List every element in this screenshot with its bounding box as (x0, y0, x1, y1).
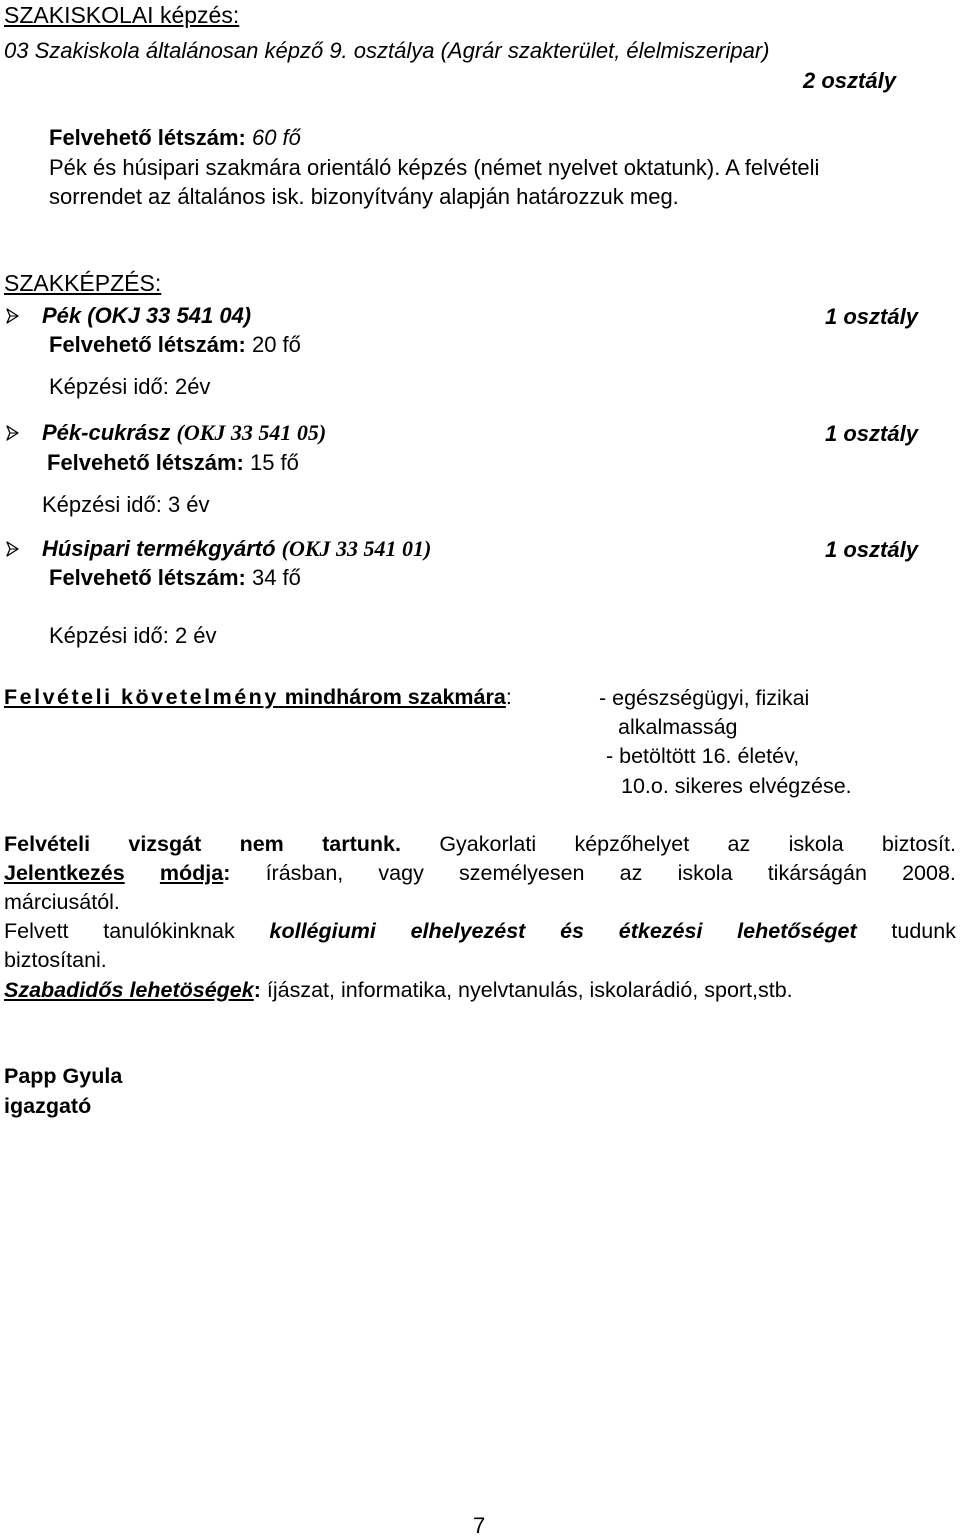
requirement-item: 10.o. sikeres elvégzése. (621, 774, 852, 798)
apply-word: iskola (677, 861, 733, 885)
apply-info-line-2: márciusától. (4, 890, 120, 914)
requirements-colon: : (505, 685, 512, 709)
course-classes: 1 osztály (825, 304, 918, 329)
course-title-line (42, 422, 326, 444)
exam-word: Felvételi (4, 832, 91, 856)
requirements-label-rest: mindhárom szakmára (284, 685, 506, 709)
dorm-word: tanulókinknak (103, 919, 235, 943)
course-name: Húsipari termékgyártó (42, 536, 276, 561)
apply-word: tikárságán (767, 861, 867, 885)
classes-count: 2 osztály (803, 68, 896, 93)
requirement-item: - betöltött 16. életév, (606, 744, 800, 768)
course-name: Pék (OKJ 33 541 04) (42, 303, 252, 328)
exam-word: iskola (788, 832, 844, 856)
requirements-label-spaced: Felvételi követelmény (4, 685, 279, 709)
page-number: 7 (473, 1513, 486, 1538)
course-capacity-label: Felvehető létszám: (49, 565, 246, 590)
capacity-value: 60 fő (251, 125, 301, 150)
requirements-label (4, 687, 512, 709)
course-capacity (49, 334, 301, 356)
description-line-2: sorrendet az általános isk. bizonyítvány alapján határozzuk meg. (49, 184, 679, 209)
course-classes: 1 osztály (825, 537, 918, 562)
course-capacity-label: Felvehető létszám: (47, 450, 244, 475)
course-capacity (49, 567, 301, 589)
description-line-1: Pék és húsipari szakmára orientáló képzés (német nyelvet oktatunk). A felvételi (49, 155, 820, 180)
course-code: (OKJ 33 541 01) (281, 536, 432, 561)
exam-word: képzőhelyet (574, 832, 690, 856)
apply-info-line (4, 863, 956, 885)
dorm-word: lehetőséget (737, 919, 857, 943)
capacity-line (49, 127, 301, 149)
exam-info-line (4, 834, 956, 856)
course-duration: Képzési idő: 3 év (42, 492, 210, 517)
apply-word: az (619, 861, 643, 885)
course-capacity-value: 15 fő (249, 450, 299, 475)
exam-word: az (727, 832, 751, 856)
course-capacity-value: 20 fő (251, 332, 301, 357)
course-code: (OKJ 33 541 05) (176, 420, 327, 445)
leisure-text: íjászat, informatika, nyelvtanulás, iskolarádió, sport,stb. (260, 978, 793, 1002)
course-capacity-value: 34 fő (251, 565, 301, 590)
dorm-word: tudunk (891, 919, 956, 943)
dorm-word: és (560, 919, 584, 943)
section-title-szakiskola: SZAKISKOLAI képzés: (4, 2, 240, 28)
leisure-line (4, 980, 793, 1002)
exam-word: tartunk. (322, 832, 401, 856)
course-name: Pék-cukrász (42, 420, 171, 445)
requirement-item: alkalmasság (618, 715, 738, 739)
exam-word: vizsgát (128, 832, 202, 856)
apply-word: 2008. (902, 861, 956, 885)
apply-word: vagy (378, 861, 424, 885)
dorm-word: étkezési (618, 919, 703, 943)
arrow-bullet-icon (4, 308, 20, 324)
requirement-item: - egészségügyi, fizikai (599, 686, 810, 710)
course-classes: 1 osztály (825, 421, 918, 446)
course-capacity (47, 452, 299, 474)
course-duration: Képzési idő: 2 év (49, 623, 217, 648)
apply-label-word: módja (159, 861, 224, 885)
exam-word: Gyakorlati (439, 832, 537, 856)
apply-word: írásban, (265, 861, 344, 885)
capacity-label: Felvehető létszám: (49, 125, 246, 150)
exam-word: nem (239, 832, 284, 856)
apply-label-word: Jelentkezés (4, 861, 125, 885)
exam-word: biztosít. (881, 832, 956, 856)
signature-name: Papp Gyula (4, 1064, 123, 1088)
dorm-info-line-2: biztosítani. (4, 948, 107, 972)
dorm-word: Felvett (4, 919, 69, 943)
leisure-colon: : (253, 978, 261, 1002)
course-title-line (42, 538, 431, 560)
apply-word: személyesen (459, 861, 585, 885)
arrow-bullet-icon (4, 541, 20, 557)
apply-colon: : (223, 861, 231, 885)
signature-role: igazgató (4, 1094, 92, 1118)
arrow-bullet-icon (4, 425, 20, 441)
leisure-label: Szabadidős lehetöségek (4, 978, 254, 1002)
dorm-info-line (4, 921, 956, 943)
section-title-szakkepzes: SZAKKÉPZÉS: (4, 270, 162, 296)
course-capacity-label: Felvehető létszám: (49, 332, 246, 357)
course-duration: Képzési idő: 2év (49, 374, 211, 399)
section-subtitle: 03 Szakiskola általánosan képző 9. osztálya (Agrár szakterület, élelmiszeripar) (4, 38, 770, 63)
dorm-word: kollégiumi (269, 919, 376, 943)
dorm-word: elhelyezést (410, 919, 526, 943)
